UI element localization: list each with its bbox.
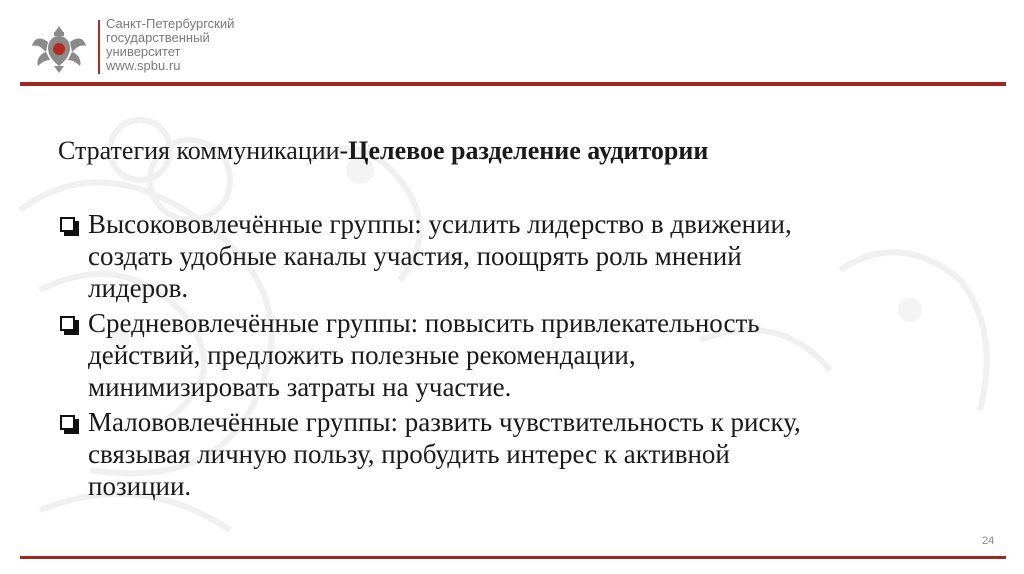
- bullet-line: минимизировать затраты на участие.: [88, 372, 512, 402]
- bullet-line: Малововлечённые группы: развить чувствительность к риску,: [88, 407, 801, 437]
- bullet-list: [60, 208, 960, 505]
- university-line-3: университет: [106, 44, 181, 59]
- bullet-line: позиции.: [88, 471, 192, 501]
- slide-title: [58, 136, 708, 166]
- bullet-line: создать удобные каналы участия, поощрять роль мнений: [88, 241, 742, 271]
- bullet-high-engagement: [60, 208, 960, 304]
- university-line-1: Санкт-Петербургский: [106, 16, 235, 31]
- checkbox-bullet-icon: [60, 415, 75, 430]
- checkbox-bullet-icon: [60, 217, 75, 232]
- page-number: 24: [982, 535, 995, 547]
- spbu-emblem-icon: [30, 22, 88, 74]
- bullet-line: лидеров.: [88, 273, 189, 303]
- bullet-line: действий, предложить полезные рекомендации,: [88, 340, 636, 370]
- university-website: www.spbu.ru: [106, 58, 181, 73]
- university-line-2: государственный: [106, 30, 210, 45]
- bullet-line: Средневовлечённые группы: повысить привлекательность: [88, 308, 760, 338]
- bullet-medium-engagement: [60, 307, 960, 403]
- footer-rule: [20, 556, 1006, 559]
- bullet-line: Высокововлечённые группы: усилить лидерство в движении,: [88, 209, 792, 239]
- checkbox-bullet-icon: [60, 316, 75, 331]
- bullet-line: связывая личную пользу, пробудить интерес к активной: [88, 439, 730, 469]
- title-regular: Стратегия коммуникации-: [58, 136, 349, 165]
- bullet-low-engagement: [60, 406, 960, 502]
- title-bold: Целевое разделение аудитории: [348, 136, 709, 165]
- header-rule: [20, 82, 1006, 86]
- university-name: [106, 17, 234, 73]
- logo-divider: [98, 20, 100, 74]
